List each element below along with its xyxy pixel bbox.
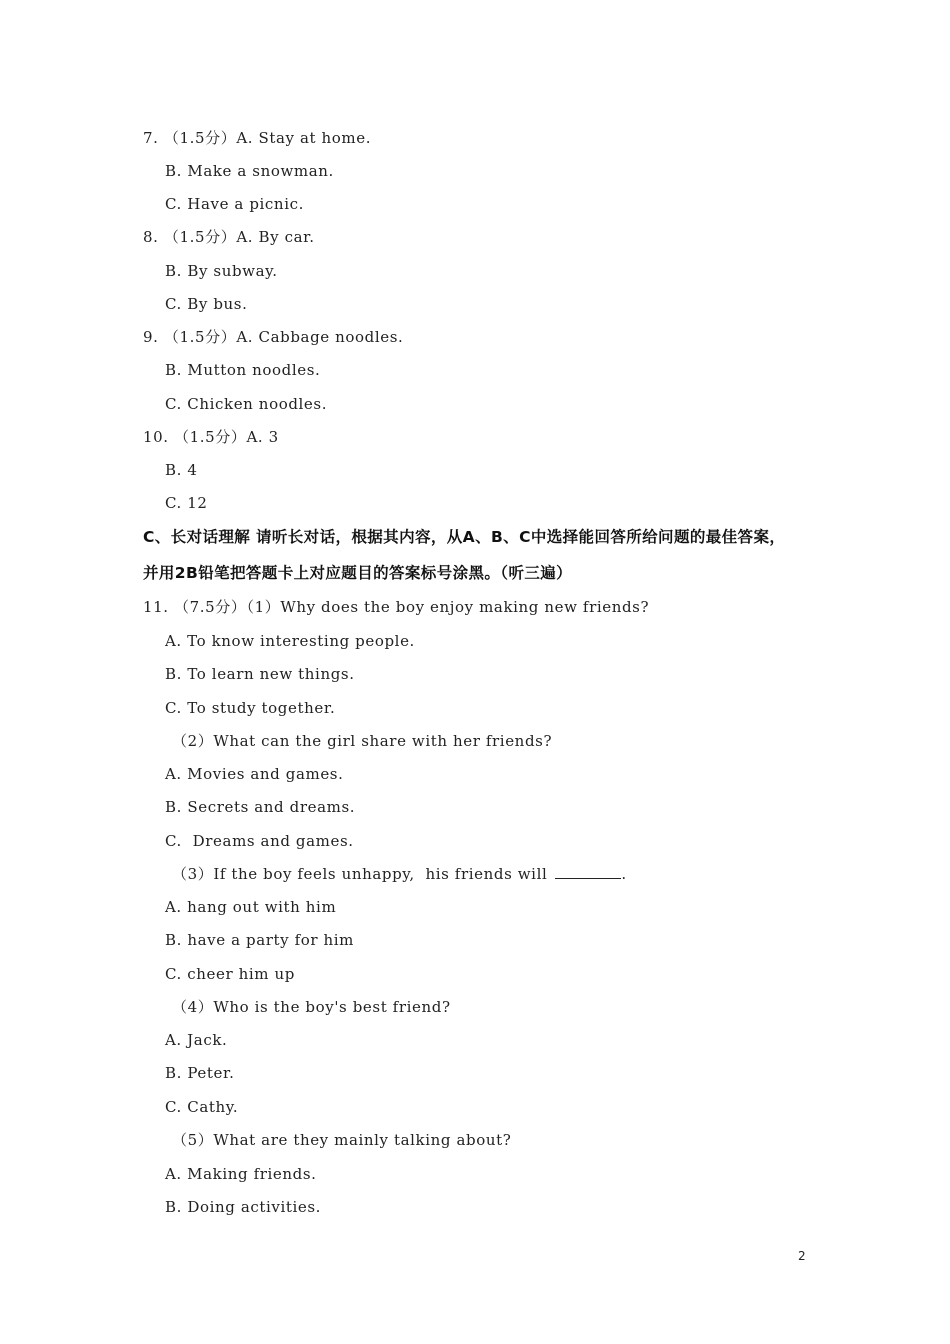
option-9c: C. Chicken noodles. <box>165 395 328 413</box>
question-11-part-1: 11. （7.5分）（1）Why does the boy enjoy making new friends? <box>143 598 650 616</box>
question-7: 7. （1.5分）A. Stay at home. <box>143 129 372 147</box>
question-11-part-5: （5）What are they mainly talking about? <box>172 1131 512 1149</box>
question-8: 8. （1.5分）A. By car. <box>143 228 315 246</box>
option-8b: B. By subway. <box>165 262 278 280</box>
page-number: 2 <box>798 1249 806 1263</box>
option-11-4c: C. Cathy. <box>165 1098 239 1116</box>
option-7c: C. Have a picnic. <box>165 195 304 213</box>
option-11-1c: C. To study together. <box>165 699 336 717</box>
option-11-3a: A. hang out with him <box>165 898 337 916</box>
answer-blank <box>555 864 621 879</box>
option-7b: B. Make a snowman. <box>165 162 334 180</box>
question-9: 9. （1.5分）A. Cabbage noodles. <box>143 328 404 346</box>
option-11-2a: A. Movies and games. <box>165 765 344 783</box>
option-8c: C. By bus. <box>165 295 248 313</box>
section-c-instruction: 并用2B铅笔把答题卡上对应题目的答案标号涂黑。（听三遍） <box>143 564 573 582</box>
option-9b: B. Mutton noodles. <box>165 361 321 379</box>
option-11-2b: B. Secrets and dreams. <box>165 798 356 816</box>
option-11-3c: C. cheer him up <box>165 965 295 983</box>
option-10b: B. 4 <box>165 461 198 479</box>
question-11-part-3 <box>172 864 627 884</box>
option-11-4a: A. Jack. <box>165 1031 228 1049</box>
option-11-1a: A. To know interesting people. <box>165 632 415 650</box>
option-11-4b: B. Peter. <box>165 1064 235 1082</box>
question-11-part-4: （4）Who is the boy's best friend? <box>172 998 451 1016</box>
question-10: 10. （1.5分）A. 3 <box>143 428 279 446</box>
option-11-1b: B. To learn new things. <box>165 665 355 683</box>
option-10c: C. 12 <box>165 494 208 512</box>
option-11-3b: B. have a party for him <box>165 931 354 949</box>
question-11-part-2: （2）What can the girl share with her friends? <box>172 732 553 750</box>
option-11-5a: A. Making friends. <box>165 1165 317 1183</box>
option-11-2c: C. Dreams and games. <box>165 832 354 850</box>
question-11-part-3-period: . <box>621 865 627 883</box>
option-11-5b: B. Doing activities. <box>165 1198 322 1216</box>
question-11-part-3-text: （3）If the boy feels unhappy, his friends will <box>172 865 548 883</box>
section-c-heading: C、长对话理解 请听长对话，根据其内容，从A、B、C中选择能回答所给问题的最佳答案， <box>143 528 786 546</box>
